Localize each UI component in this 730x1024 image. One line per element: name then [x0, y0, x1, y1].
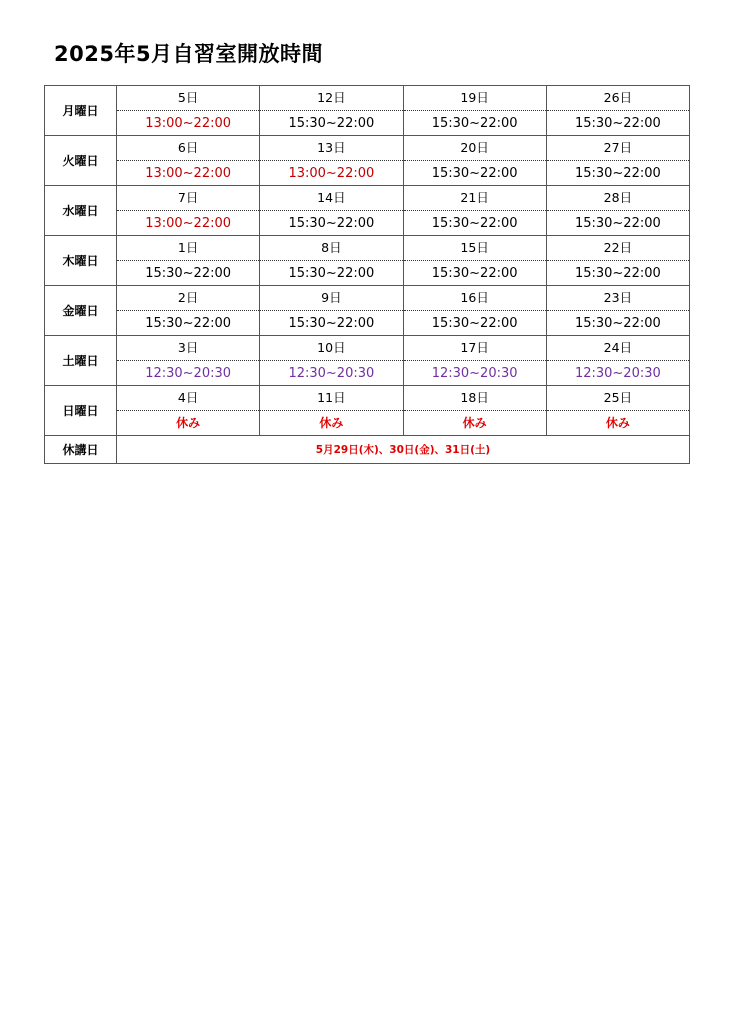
open-hours: 15:30~22:00 — [574, 166, 661, 181]
holiday-row — [45, 436, 690, 464]
schedule-cell — [546, 136, 689, 186]
cell-date: 22日 — [547, 236, 689, 261]
open-hours: 15:30~22:00 — [574, 216, 661, 231]
schedule-cell — [403, 386, 546, 436]
weekday-label: 木曜日 — [45, 236, 117, 286]
cell-content — [117, 386, 259, 435]
cell-content — [117, 86, 259, 135]
schedule-row — [45, 386, 690, 436]
cell-content — [260, 336, 402, 385]
weekday-label: 水曜日 — [45, 186, 117, 236]
open-hours: 15:30~22:00 — [431, 266, 518, 281]
cell-date: 1日 — [117, 236, 259, 261]
open-hours: 15:30~22:00 — [288, 266, 375, 281]
schedule-cell — [403, 86, 546, 136]
cell-date: 27日 — [547, 136, 689, 161]
open-hours: 15:30~22:00 — [431, 116, 518, 131]
open-hours: 15:30~22:00 — [288, 216, 375, 231]
schedule-cell — [546, 186, 689, 236]
cell-date: 5日 — [117, 86, 259, 111]
weekday-label: 金曜日 — [45, 286, 117, 336]
schedule-cell — [546, 336, 689, 386]
cell-date: 7日 — [117, 186, 259, 211]
schedule-cell — [260, 286, 403, 336]
cell-content — [260, 386, 402, 435]
cell-content — [404, 236, 546, 285]
schedule-cell — [403, 186, 546, 236]
open-hours: 12:30~20:30 — [574, 366, 661, 381]
schedule-cell — [117, 236, 260, 286]
cell-content — [547, 336, 689, 385]
cell-content — [260, 286, 402, 335]
cell-date: 11日 — [260, 386, 402, 411]
schedule-row — [45, 186, 690, 236]
holiday-section — [45, 436, 690, 464]
schedule-cell — [117, 86, 260, 136]
cell-date: 3日 — [117, 336, 259, 361]
cell-content — [117, 336, 259, 385]
schedule-cell — [546, 236, 689, 286]
schedule-cell — [403, 286, 546, 336]
cell-content — [260, 86, 402, 135]
weekday-label: 火曜日 — [45, 136, 117, 186]
cell-date: 25日 — [547, 386, 689, 411]
cell-date: 16日 — [404, 286, 546, 311]
weekday-label: 日曜日 — [45, 386, 117, 436]
cell-content — [404, 136, 546, 185]
cell-date: 4日 — [117, 386, 259, 411]
schedule-cell — [117, 286, 260, 336]
cell-date: 9日 — [260, 286, 402, 311]
cell-date: 28日 — [547, 186, 689, 211]
cell-content — [117, 286, 259, 335]
schedule-cell — [260, 386, 403, 436]
open-hours: 15:30~22:00 — [574, 266, 661, 281]
schedule-row — [45, 286, 690, 336]
open-hours: 15:30~22:00 — [145, 266, 232, 281]
weekday-label: 土曜日 — [45, 336, 117, 386]
schedule-row — [45, 236, 690, 286]
open-hours: 13:00~22:00 — [145, 116, 232, 131]
cell-date: 13日 — [260, 136, 402, 161]
open-hours: 12:30~20:30 — [145, 366, 232, 381]
schedule-table — [44, 85, 690, 464]
schedule-cell — [403, 336, 546, 386]
open-hours: 12:30~20:30 — [288, 366, 375, 381]
open-hours: 15:30~22:00 — [431, 166, 518, 181]
open-hours: 15:30~22:00 — [574, 116, 661, 131]
cell-date: 20日 — [404, 136, 546, 161]
schedule-cell — [403, 236, 546, 286]
cell-content — [404, 86, 546, 135]
cell-content — [547, 86, 689, 135]
cell-content — [260, 136, 402, 185]
cell-date: 2日 — [117, 286, 259, 311]
cell-date: 24日 — [547, 336, 689, 361]
cell-date: 14日 — [260, 186, 402, 211]
schedule-cell — [546, 286, 689, 336]
open-hours: 15:30~22:00 — [431, 216, 518, 231]
schedule-row — [45, 336, 690, 386]
open-hours: 13:00~22:00 — [288, 166, 375, 181]
cell-date: 18日 — [404, 386, 546, 411]
schedule-cell — [403, 136, 546, 186]
cell-content — [260, 236, 402, 285]
weekday-label: 月曜日 — [45, 86, 117, 136]
closed-label: 休み — [462, 416, 487, 430]
schedule-cell — [117, 136, 260, 186]
cell-content — [117, 186, 259, 235]
page-title: 2025年5月自習室開放時間 — [54, 42, 324, 66]
cell-content — [404, 186, 546, 235]
holiday-label: 休講日 — [45, 436, 117, 464]
cell-date: 23日 — [547, 286, 689, 311]
cell-content — [260, 186, 402, 235]
closed-label: 休み — [319, 416, 344, 430]
cell-date: 21日 — [404, 186, 546, 211]
cell-date: 8日 — [260, 236, 402, 261]
cell-content — [547, 386, 689, 435]
cell-content — [404, 286, 546, 335]
open-hours: 13:00~22:00 — [145, 216, 232, 231]
cell-content — [117, 136, 259, 185]
cell-content — [404, 336, 546, 385]
cell-date: 6日 — [117, 136, 259, 161]
cell-date: 15日 — [404, 236, 546, 261]
schedule-cell — [117, 336, 260, 386]
schedule-cell — [260, 236, 403, 286]
open-hours: 15:30~22:00 — [288, 316, 375, 331]
schedule-row — [45, 136, 690, 186]
cell-content — [547, 286, 689, 335]
schedule-cell — [117, 186, 260, 236]
open-hours: 15:30~22:00 — [431, 316, 518, 331]
open-hours: 15:30~22:00 — [288, 116, 375, 131]
cell-content — [547, 136, 689, 185]
cell-content — [117, 236, 259, 285]
schedule-cell — [117, 386, 260, 436]
cell-date: 12日 — [260, 86, 402, 111]
cell-content — [547, 236, 689, 285]
open-hours: 12:30~20:30 — [431, 366, 518, 381]
schedule-cell — [546, 386, 689, 436]
schedule-body — [45, 86, 690, 436]
cell-date: 19日 — [404, 86, 546, 111]
schedule-cell — [260, 86, 403, 136]
closed-label: 休み — [176, 416, 201, 430]
schedule-row — [45, 86, 690, 136]
schedule-cell — [546, 86, 689, 136]
cell-content — [547, 186, 689, 235]
open-hours: 15:30~22:00 — [574, 316, 661, 331]
holiday-dates: 5月29日(木)、30日(金)、31日(土) — [117, 436, 690, 464]
closed-label: 休み — [605, 416, 630, 430]
cell-content — [404, 386, 546, 435]
schedule-cell — [260, 186, 403, 236]
cell-date: 26日 — [547, 86, 689, 111]
cell-date: 17日 — [404, 336, 546, 361]
schedule-cell — [260, 336, 403, 386]
open-hours: 13:00~22:00 — [145, 166, 232, 181]
open-hours: 15:30~22:00 — [145, 316, 232, 331]
schedule-cell — [260, 136, 403, 186]
cell-date: 10日 — [260, 336, 402, 361]
